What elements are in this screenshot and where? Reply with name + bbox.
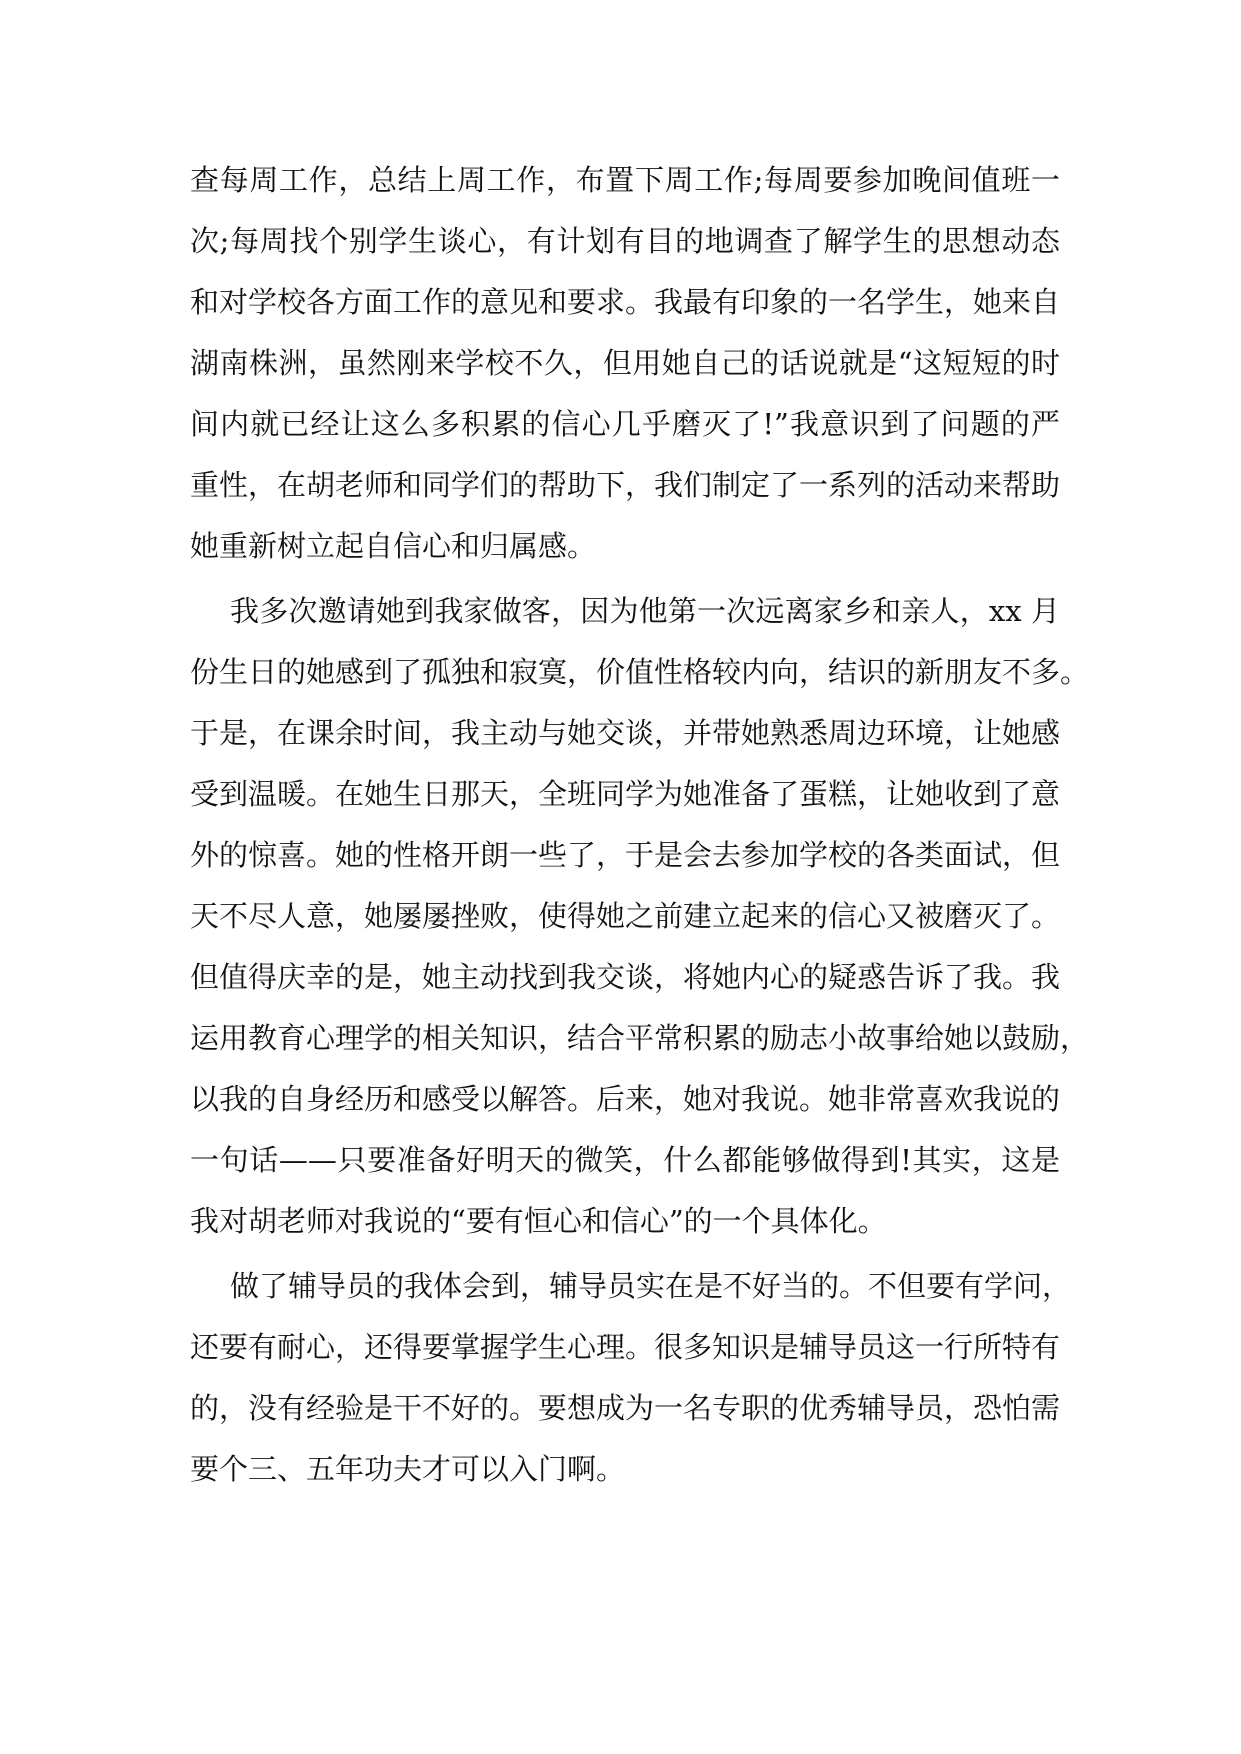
text-line: 运用教育心理学的相关知识，结合平常积累的励志小故事给她以鼓励，	[190, 1021, 1090, 1055]
text-line: 和对学校各方面工作的意见和要求。我最有印象的一名学生，她来自	[190, 285, 1061, 319]
text-line: 以我的自身经历和感受以解答。后来，她对我说。她非常喜欢我说的	[190, 1082, 1061, 1116]
text-line: 重性，在胡老师和同学们的帮助下，我们制定了一系列的活动来帮助	[190, 468, 1061, 502]
text-line: 我多次邀请她到我家做客，因为他第一次远离家乡和亲人，xx 月	[230, 594, 1060, 628]
text-line: 的，没有经验是干不好的。要想成为一名专职的优秀辅导员，恐怕需	[190, 1391, 1061, 1425]
text-line: 要个三、五年功夫才可以入门啊。	[190, 1452, 626, 1486]
text-line: 还要有耐心，还得要掌握学生心理。很多知识是辅导员这一行所特有	[190, 1330, 1061, 1364]
paragraph-3	[190, 1256, 1072, 1500]
text-line: 一句话——只要准备好明天的微笑，什么都能够做得到!其实，这是	[190, 1143, 1060, 1177]
text-line: 于是，在课余时间，我主动与她交谈，并带她熟悉周边环境，让她感	[190, 716, 1061, 750]
text-line: 查每周工作，总结上周工作，布置下周工作;每周要参加晚间值班一	[190, 163, 1060, 197]
text-line: 她重新树立起自信心和归属感。	[190, 529, 597, 563]
text-line: 次;每周找个别学生谈心，有计划有目的地调查了解学生的思想动态	[190, 224, 1060, 258]
document-body	[190, 150, 1090, 1500]
text-line: 做了辅导员的我体会到，辅导员实在是不好当的。不但要有学问，	[230, 1269, 1072, 1303]
text-line: 外的惊喜。她的性格开朗一些了，于是会去参加学校的各类面试，但	[190, 838, 1061, 872]
text-line: 受到温暖。在她生日那天，全班同学为她准备了蛋糕，让她收到了意	[190, 777, 1061, 811]
text-line: 但值得庆幸的是，她主动找到我交谈，将她内心的疑惑告诉了我。我	[190, 960, 1061, 994]
text-line: 份生日的她感到了孤独和寂寞，价值性格较内向，结识的新朋友不多。	[190, 655, 1090, 689]
text-line: 天不尽人意，她屡屡挫败，使得她之前建立起来的信心又被磨灭了。	[190, 899, 1061, 933]
text-line: 我对胡老师对我说的“要有恒心和信心”的一个具体化。	[190, 1204, 887, 1238]
text-line: 间内就已经让这么多积累的信心几乎磨灭了!”我意识到了问题的严	[190, 407, 1060, 441]
text-line: 湖南株洲，虽然刚来学校不久，但用她自己的话说就是“这短短的时	[190, 346, 1060, 380]
paragraph-1	[190, 150, 1060, 577]
paragraph-2	[190, 581, 1090, 1252]
